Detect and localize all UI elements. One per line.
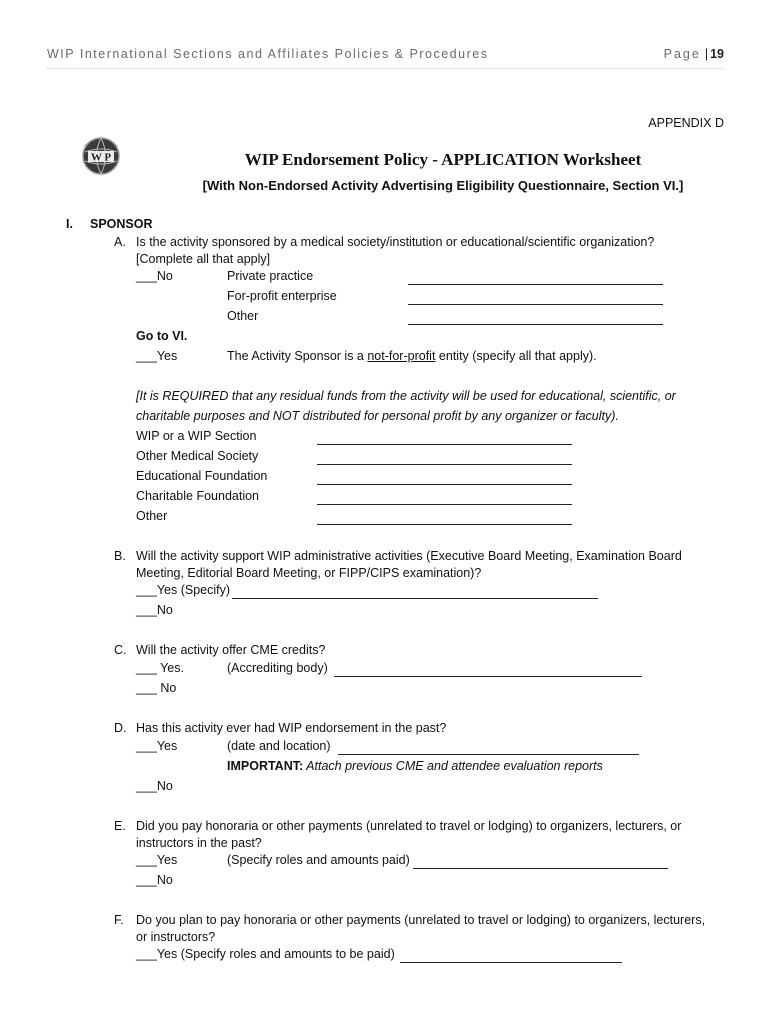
important-note bbox=[227, 758, 603, 775]
appendix-label: APPENDIX D bbox=[648, 116, 724, 130]
question-c-no-checkbox[interactable]: ___ No bbox=[136, 681, 177, 695]
question-b-line2: Meeting, Editorial Board Meeting, or FIPP/CIPS examination)? bbox=[136, 566, 482, 580]
option-private-practice: Private practice bbox=[227, 269, 314, 283]
other-no-field[interactable] bbox=[408, 324, 663, 325]
question-c-yes-detail: (Accrediting body) bbox=[227, 661, 328, 675]
other-medical-society-field[interactable] bbox=[317, 464, 572, 465]
question-e-yes-detail: (Specify roles and amounts paid) bbox=[227, 853, 410, 867]
question-a-letter: A. bbox=[114, 235, 126, 249]
section-title: SPONSOR bbox=[90, 217, 153, 231]
question-c-text: Will the activity offer CME credits? bbox=[136, 643, 326, 657]
question-f-yes-checkbox[interactable]: ___Yes (Specify roles and amounts to be paid) bbox=[136, 947, 395, 961]
question-c-letter: C. bbox=[114, 643, 127, 657]
question-e-letter: E. bbox=[114, 819, 126, 833]
question-b-letter: B. bbox=[114, 549, 126, 563]
question-e-yes-checkbox[interactable]: ___Yes bbox=[136, 853, 178, 867]
option-other-medical-society: Other Medical Society bbox=[136, 449, 259, 463]
important-text: Attach previous CME and attendee evaluation reports bbox=[303, 759, 603, 773]
option-other-yes: Other bbox=[136, 509, 168, 523]
goto-instruction: Go to VI. bbox=[136, 329, 188, 343]
date-location-field[interactable] bbox=[338, 754, 639, 755]
question-e-no-checkbox[interactable]: ___No bbox=[136, 873, 173, 887]
question-e-line2: instructors in the past? bbox=[136, 836, 262, 850]
option-for-profit: For-profit enterprise bbox=[227, 289, 337, 303]
document-subtitle: [With Non-Endorsed Activity Advertising Eligibility Questionnaire, Section VI.] bbox=[202, 178, 684, 193]
running-header-title: WIP International Sections and Affiliates Policies & Procedures bbox=[47, 47, 489, 61]
charitable-foundation-field[interactable] bbox=[317, 504, 572, 505]
question-c-yes-checkbox[interactable]: ___ Yes. bbox=[136, 661, 184, 675]
question-d-yes-checkbox[interactable]: ___Yes bbox=[136, 739, 178, 753]
roles-amounts-to-be-paid-field[interactable] bbox=[400, 962, 622, 963]
roles-amounts-paid-field[interactable] bbox=[413, 868, 668, 869]
accrediting-body-field[interactable] bbox=[334, 676, 642, 677]
question-f-line1: Do you plan to pay honoraria or other payments (unrelated to travel or lodging) to organizers, lecturers, bbox=[136, 913, 706, 927]
question-b-line1: Will the activity support WIP administrative activities (Executive Board Meeting, Examination Board bbox=[136, 549, 682, 563]
question-f-letter: F. bbox=[114, 913, 124, 927]
question-d-text: Has this activity ever had WIP endorsement in the past? bbox=[136, 721, 447, 735]
private-practice-field[interactable] bbox=[408, 284, 663, 285]
question-a-no-checkbox[interactable]: ___No bbox=[136, 269, 173, 283]
page-number: 19 bbox=[710, 47, 724, 61]
option-educational-foundation: Educational Foundation bbox=[136, 469, 268, 483]
question-d-letter: D. bbox=[114, 721, 127, 735]
option-wip-section: WIP or a WIP Section bbox=[136, 429, 257, 443]
question-d-yes-detail: (date and location) bbox=[227, 739, 331, 753]
svg-text:W P: W P bbox=[90, 151, 112, 164]
not-for-profit-text: not-for-profit bbox=[367, 349, 436, 363]
option-other-no: Other bbox=[227, 309, 259, 323]
question-f-line2: or instructors? bbox=[136, 930, 216, 944]
for-profit-field[interactable] bbox=[408, 304, 663, 305]
educational-foundation-field[interactable] bbox=[317, 484, 572, 485]
question-b-yes-checkbox[interactable]: ___Yes (Specify) bbox=[136, 583, 231, 597]
question-b-no-checkbox[interactable]: ___No bbox=[136, 603, 173, 617]
question-a-text: Is the activity sponsored by a medical society/institution or educational/scientific organization? bbox=[136, 235, 655, 249]
question-b-specify-field[interactable] bbox=[232, 598, 598, 599]
required-note-line1: [It is REQUIRED that any residual funds from the activity will be used for educational, scientific, or bbox=[136, 389, 676, 403]
document-title: WIP Endorsement Policy - APPLICATION Worksheet bbox=[244, 150, 642, 169]
page-number-label bbox=[664, 47, 724, 61]
important-label: IMPORTANT: bbox=[227, 759, 304, 773]
page-label: Page bbox=[663, 47, 701, 61]
other-yes-field[interactable] bbox=[317, 524, 572, 525]
question-d-no-checkbox[interactable]: ___No bbox=[136, 779, 173, 793]
required-note-line2: charitable purposes and NOT distributed for personal profit by any organizer or faculty). bbox=[136, 409, 619, 423]
option-charitable-foundation: Charitable Foundation bbox=[136, 489, 259, 503]
question-e-line1: Did you pay honoraria or other payments (unrelated to travel or lodging) to organizers, lecturers, or bbox=[136, 819, 682, 833]
sponsor-statement: The Activity Sponsor is a not-for-profit entity (specify all that apply). bbox=[227, 349, 597, 363]
question-a-yes-checkbox[interactable]: ___Yes bbox=[136, 349, 178, 363]
section-number: I. bbox=[66, 217, 73, 231]
wip-section-field[interactable] bbox=[317, 444, 572, 445]
question-a-instruction: [Complete all that apply] bbox=[136, 252, 271, 266]
header-divider bbox=[47, 68, 724, 69]
page-separator: | bbox=[704, 47, 709, 61]
